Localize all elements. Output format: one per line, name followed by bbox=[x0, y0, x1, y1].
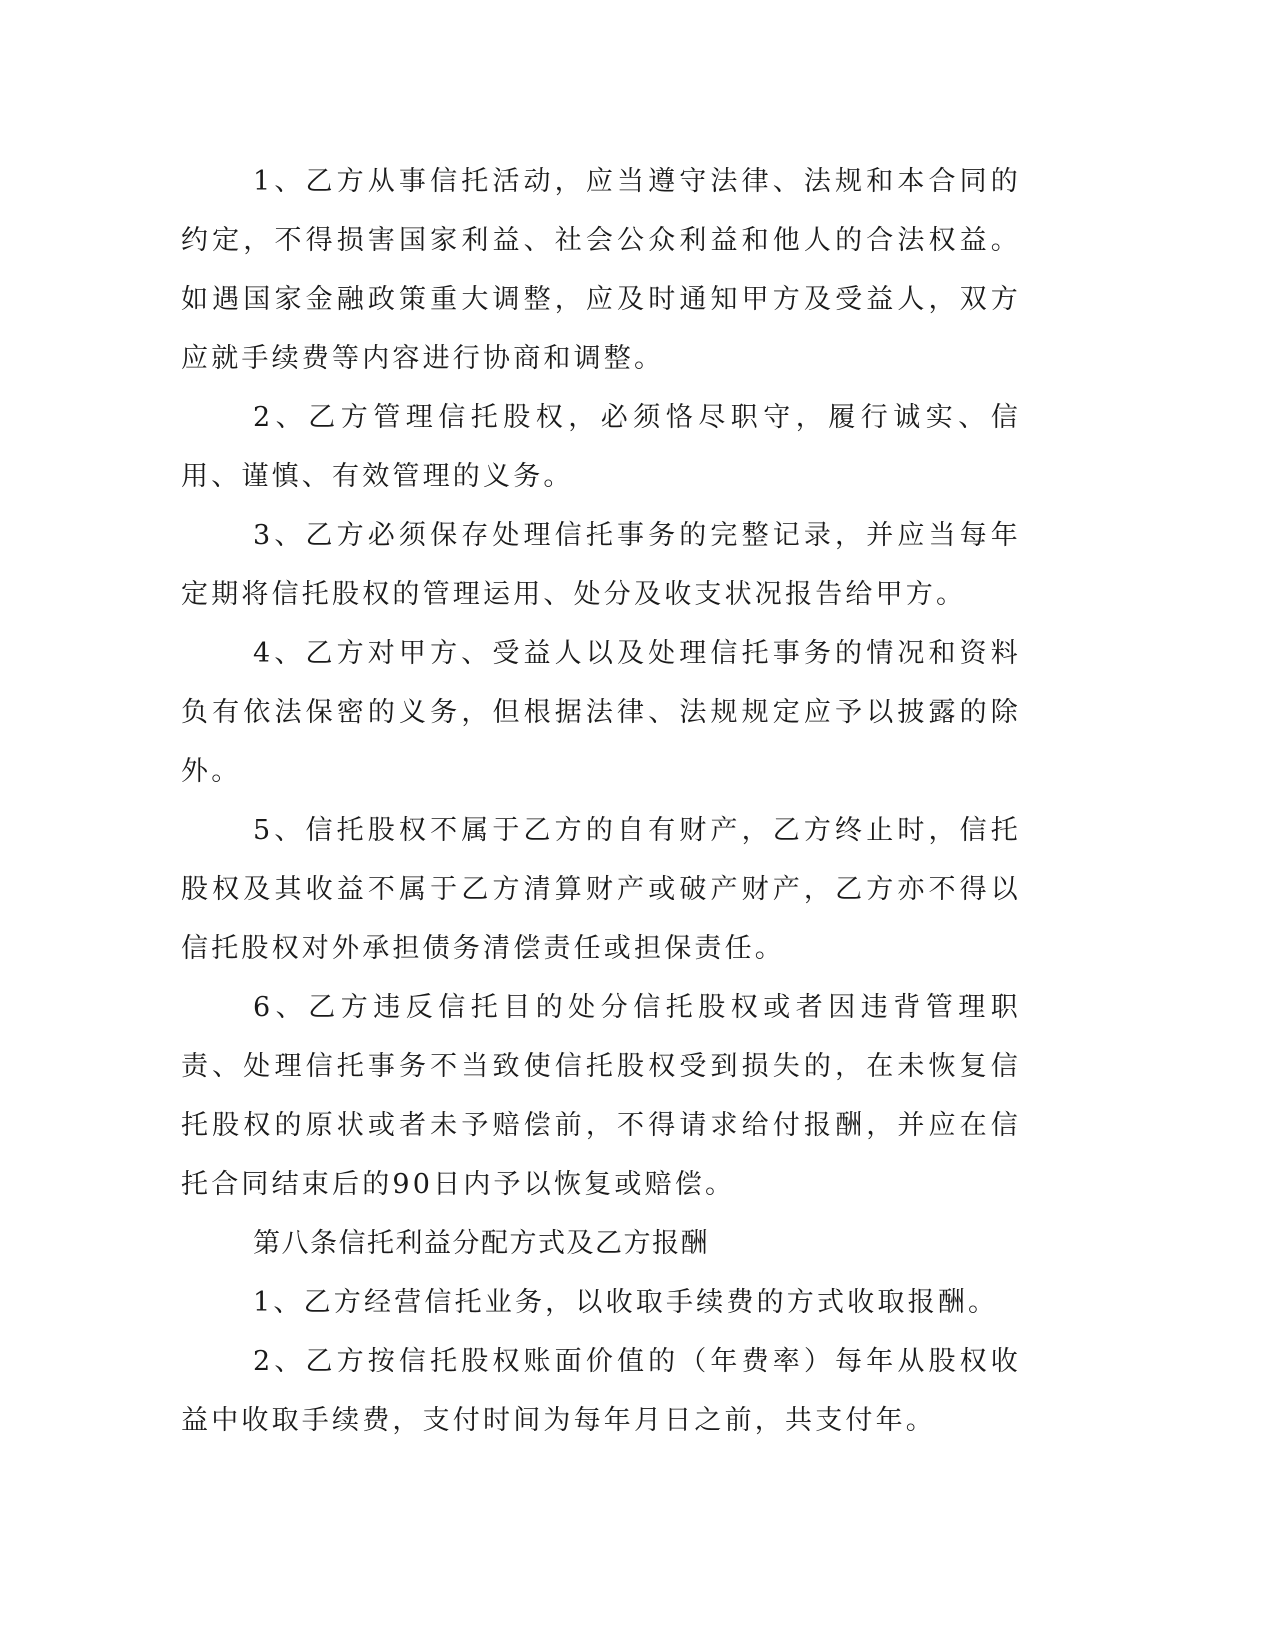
paragraph-clause-3: 3、乙方必须保存处理信托事务的完整记录，并应当每年定期将信托股权的管理运用、处分及收支状况报告给甲方。 bbox=[181, 520, 1021, 610]
document-body bbox=[181, 152, 1021, 1450]
paragraph-clause-4: 4、乙方对甲方、受益人以及处理信托事务的情况和资料负有依法保密的义务，但根据法律、法规规定应予以披露的除外。 bbox=[181, 638, 1021, 787]
paragraph-clause-2: 2、乙方管理信托股权，必须恪尽职守，履行诚实、信用、谨慎、有效管理的义务。 bbox=[181, 402, 1021, 492]
paragraph-clause-5: 5、信托股权不属于乙方的自有财产，乙方终止时，信托股权及其收益不属于乙方清算财产或破产财产，乙方亦不得以信托股权对外承担债务清偿责任或担保责任。 bbox=[181, 815, 1021, 964]
section-paragraph-1: 1、乙方经营信托业务，以收取手续费的方式收取报酬。 bbox=[253, 1287, 999, 1318]
paragraph-clause-6: 6、乙方违反信托目的处分信托股权或者因违背管理职责、处理信托事务不当致使信托股权受到损失的，在未恢复信托股权的原状或者未予赔偿前，不得请求给付报酬，并应在信托合同结束后的90日内予以恢复或赔偿。 bbox=[181, 992, 1021, 1200]
paragraph-clause-1: 1、乙方从事信托活动，应当遵守法律、法规和本合同的约定，不得损害国家利益、社会公众利益和他人的合法权益。如遇国家金融政策重大调整，应及时通知甲方及受益人，双方应就手续费等内容进行协商和调整。 bbox=[181, 166, 1021, 374]
section-paragraph-2: 2、乙方按信托股权账面价值的（年费率）每年从股权收益中收取手续费，支付时间为每年月日之前，共支付年。 bbox=[181, 1346, 1021, 1436]
section-heading: 第八条信托利益分配方式及乙方报酬 bbox=[253, 1228, 709, 1259]
